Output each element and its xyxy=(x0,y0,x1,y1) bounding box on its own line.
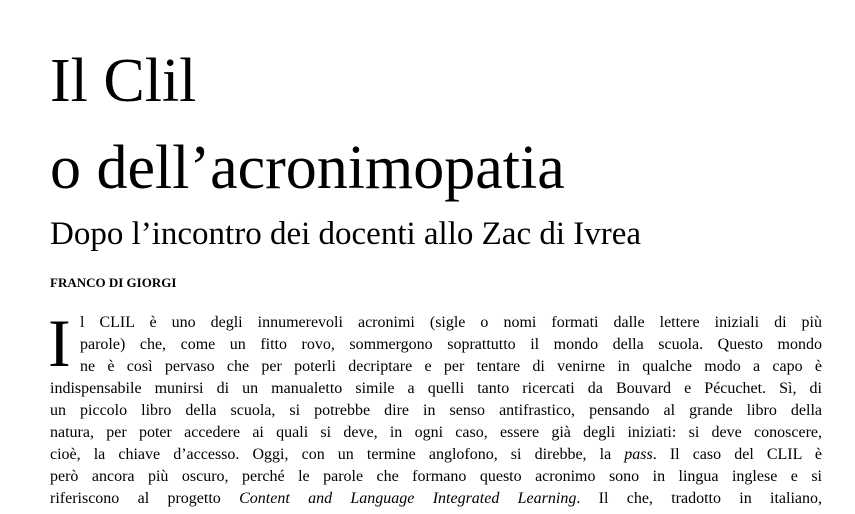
body-line: indispensabile munirsi di un manualetto simile a quelli tanto ricercati da Bouvard e Pécuchet. Sì, di xyxy=(50,380,822,397)
body-text-segment: . Il che, tradotto in italiano, xyxy=(576,490,823,507)
article-subtitle: Dopo l’incontro dei docenti allo Zac di Ivrea xyxy=(50,216,642,252)
body-line xyxy=(50,444,822,466)
body-text-segment: cioè, la chiave d’accesso. Oggi, con un termine anglofono, si direbbe, la xyxy=(50,446,612,463)
body-text-segment: . Il caso del CLIL è xyxy=(652,446,822,463)
article-title-line-1: Il Clil xyxy=(50,47,197,115)
body-line: un piccolo libro della scuola, si potrebbe dire in senso antifrastico, pensando al grande libro della xyxy=(50,402,822,419)
author-byline: FRANCO DI GIORGI xyxy=(50,275,177,290)
drop-cap: I xyxy=(48,305,71,381)
body-line: però ancora più oscuro, perché le parole che formano questo acronimo sono in lingua inglese e si xyxy=(50,468,822,485)
article-title-line-2: o dell’acronimopatia xyxy=(50,134,565,202)
italic-term: Content and Language Integrated Learning xyxy=(239,490,577,507)
body-line: l CLIL è uno degli innumerevoli acronimi (sigle o nomi formati dalle lettere iniziali di più xyxy=(80,314,822,331)
italic-term: pass xyxy=(624,446,653,463)
body-line: natura, per poter accedere ai quali si deve, in ogni caso, essere già degli iniziati: si deve conoscere, xyxy=(50,424,822,441)
body-text-segment: riferiscono al progetto xyxy=(50,490,221,507)
article-body xyxy=(50,312,822,510)
body-line: parole) che, come un fitto rovo, sommergono soprattutto il mondo della scuola. Questo mondo xyxy=(80,336,822,353)
body-line xyxy=(50,488,822,510)
body-line: ne è così pervaso che per poterli decriptare e per tentare di venirne in qualche modo a capo è xyxy=(80,358,822,375)
